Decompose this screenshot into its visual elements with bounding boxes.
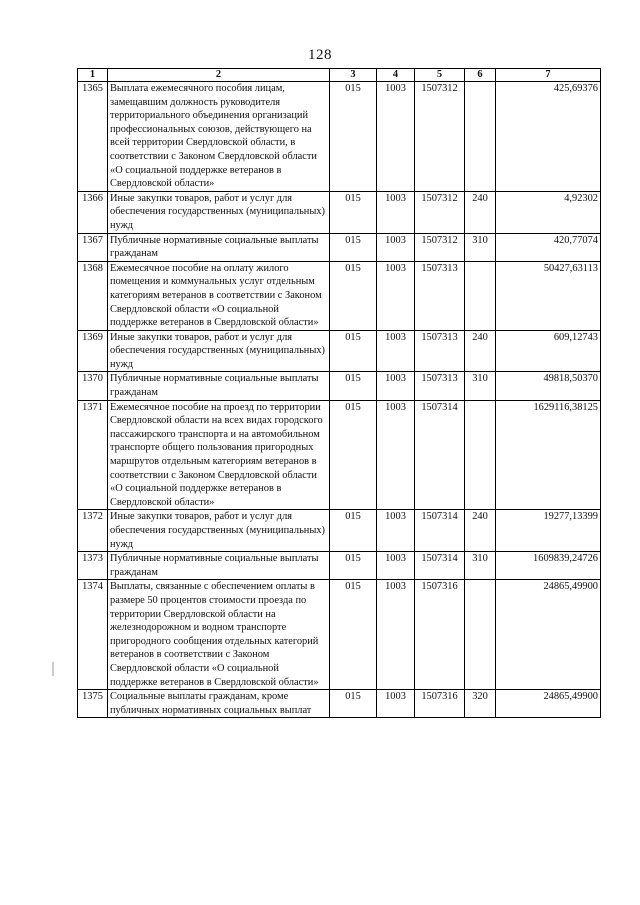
section-code: 1003 — [377, 191, 415, 233]
row-number: 1371 — [78, 400, 108, 510]
ministry-code: 015 — [330, 372, 377, 400]
expense-type-code — [465, 580, 496, 690]
ministry-code: 015 — [330, 261, 377, 330]
section-code: 1003 — [377, 233, 415, 261]
ministry-code: 015 — [330, 400, 377, 510]
ministry-code: 015 — [330, 191, 377, 233]
section-code: 1003 — [377, 330, 415, 372]
section-code: 1003 — [377, 580, 415, 690]
target-article-code: 1507313 — [415, 330, 465, 372]
amount: 1629116,38125 — [496, 400, 601, 510]
section-code: 1003 — [377, 690, 415, 718]
ministry-code: 015 — [330, 552, 377, 580]
target-article-code: 1507313 — [415, 261, 465, 330]
expense-type-code: 310 — [465, 372, 496, 400]
target-article-code: 1507313 — [415, 372, 465, 400]
row-name: Публичные нормативные социальные выплаты гражданам — [108, 233, 330, 261]
amount: 4,92302 — [496, 191, 601, 233]
row-name: Иные закупки товаров, работ и услуг для обеспечения государственных (муниципальных) нужд — [108, 330, 330, 372]
amount: 425,69376 — [496, 82, 601, 192]
target-article-code: 1507312 — [415, 191, 465, 233]
row-number: 1365 — [78, 82, 108, 192]
row-number: 1368 — [78, 261, 108, 330]
table-row — [78, 510, 601, 552]
amount: 50427,63113 — [496, 261, 601, 330]
row-number: 1373 — [78, 552, 108, 580]
table-header-row — [78, 69, 601, 82]
header-col-1: 1 — [78, 69, 108, 82]
target-article-code: 1507314 — [415, 552, 465, 580]
target-article-code: 1507312 — [415, 82, 465, 192]
header-col-3: 3 — [330, 69, 377, 82]
row-number: 1369 — [78, 330, 108, 372]
row-number: 1367 — [78, 233, 108, 261]
table-row — [78, 690, 601, 718]
row-name: Публичные нормативные социальные выплаты гражданам — [108, 552, 330, 580]
ministry-code: 015 — [330, 580, 377, 690]
expense-type-code: 240 — [465, 330, 496, 372]
target-article-code: 1507316 — [415, 580, 465, 690]
target-article-code: 1507314 — [415, 510, 465, 552]
amount: 24865,49900 — [496, 690, 601, 718]
scan-mark — [52, 662, 54, 676]
row-name: Социальные выплаты гражданам, кроме публичных нормативных социальных выплат — [108, 690, 330, 718]
table-row — [78, 261, 601, 330]
table-row — [78, 552, 601, 580]
amount: 420,77074 — [496, 233, 601, 261]
header-col-5: 5 — [415, 69, 465, 82]
amount: 19277,13399 — [496, 510, 601, 552]
target-article-code: 1507314 — [415, 400, 465, 510]
ministry-code: 015 — [330, 233, 377, 261]
budget-table — [77, 68, 601, 718]
row-number: 1375 — [78, 690, 108, 718]
row-name: Выплата ежемесячного пособия лицам, замещавшим должность руководителя территориального объединения организаций профессиональных союзов, действующего на всей территории Свердловской области, в соответствии с Законом Свердловской области «О социальной поддержке ветеранов в Свердловской области» — [108, 82, 330, 192]
table-row — [78, 372, 601, 400]
section-code: 1003 — [377, 82, 415, 192]
target-article-code: 1507312 — [415, 233, 465, 261]
expense-type-code: 310 — [465, 552, 496, 580]
section-code: 1003 — [377, 372, 415, 400]
ministry-code: 015 — [330, 82, 377, 192]
ministry-code: 015 — [330, 510, 377, 552]
table-row — [78, 233, 601, 261]
row-name: Ежемесячное пособие на проезд по территории Свердловской области на всех видах городского пассажирского транспорта и на автомобильном транспорте общего пользования пригородных маршрутов отдельным категориям ветеранов в соответствии с Законом Свердловской области «О социальной поддержке ветеранов в Свердловской области» — [108, 400, 330, 510]
row-name: Иные закупки товаров, работ и услуг для обеспечения государственных (муниципальных) нужд — [108, 510, 330, 552]
row-number: 1372 — [78, 510, 108, 552]
row-number: 1370 — [78, 372, 108, 400]
ministry-code: 015 — [330, 690, 377, 718]
header-col-6: 6 — [465, 69, 496, 82]
expense-type-code — [465, 261, 496, 330]
table-row — [78, 191, 601, 233]
header-col-4: 4 — [377, 69, 415, 82]
expense-type-code — [465, 82, 496, 192]
header-col-7: 7 — [496, 69, 601, 82]
section-code: 1003 — [377, 552, 415, 580]
target-article-code: 1507316 — [415, 690, 465, 718]
section-code: 1003 — [377, 400, 415, 510]
section-code: 1003 — [377, 510, 415, 552]
row-name: Иные закупки товаров, работ и услуг для обеспечения государственных (муниципальных) нужд — [108, 191, 330, 233]
row-number: 1366 — [78, 191, 108, 233]
expense-type-code: 240 — [465, 191, 496, 233]
expense-type-code: 240 — [465, 510, 496, 552]
table-row — [78, 82, 601, 192]
table-row — [78, 580, 601, 690]
expense-type-code — [465, 400, 496, 510]
row-number: 1374 — [78, 580, 108, 690]
header-col-2: 2 — [108, 69, 330, 82]
row-name: Ежемесячное пособие на оплату жилого помещения и коммунальных услуг отдельным категориям ветеранов в соответствии с Законом Свердловской области «О социальной поддержке ветеранов в Свердловской области» — [108, 261, 330, 330]
section-code: 1003 — [377, 261, 415, 330]
table-row — [78, 330, 601, 372]
amount: 1609839,24726 — [496, 552, 601, 580]
amount: 24865,49900 — [496, 580, 601, 690]
expense-type-code: 320 — [465, 690, 496, 718]
row-name: Выплаты, связанные с обеспечением оплаты в размере 50 процентов стоимости проезда по территории Свердловской области на железнодорожном и водном транспорте пригородного сообщения отдельных категорий ветеранов в соответствии с Законом Свердловской области «О социальной поддержке ветеранов в Свердловской области» — [108, 580, 330, 690]
table-row — [78, 400, 601, 510]
expense-type-code: 310 — [465, 233, 496, 261]
ministry-code: 015 — [330, 330, 377, 372]
amount: 609,12743 — [496, 330, 601, 372]
amount: 49818,50370 — [496, 372, 601, 400]
row-name: Публичные нормативные социальные выплаты гражданам — [108, 372, 330, 400]
page-number: 128 — [308, 47, 332, 63]
